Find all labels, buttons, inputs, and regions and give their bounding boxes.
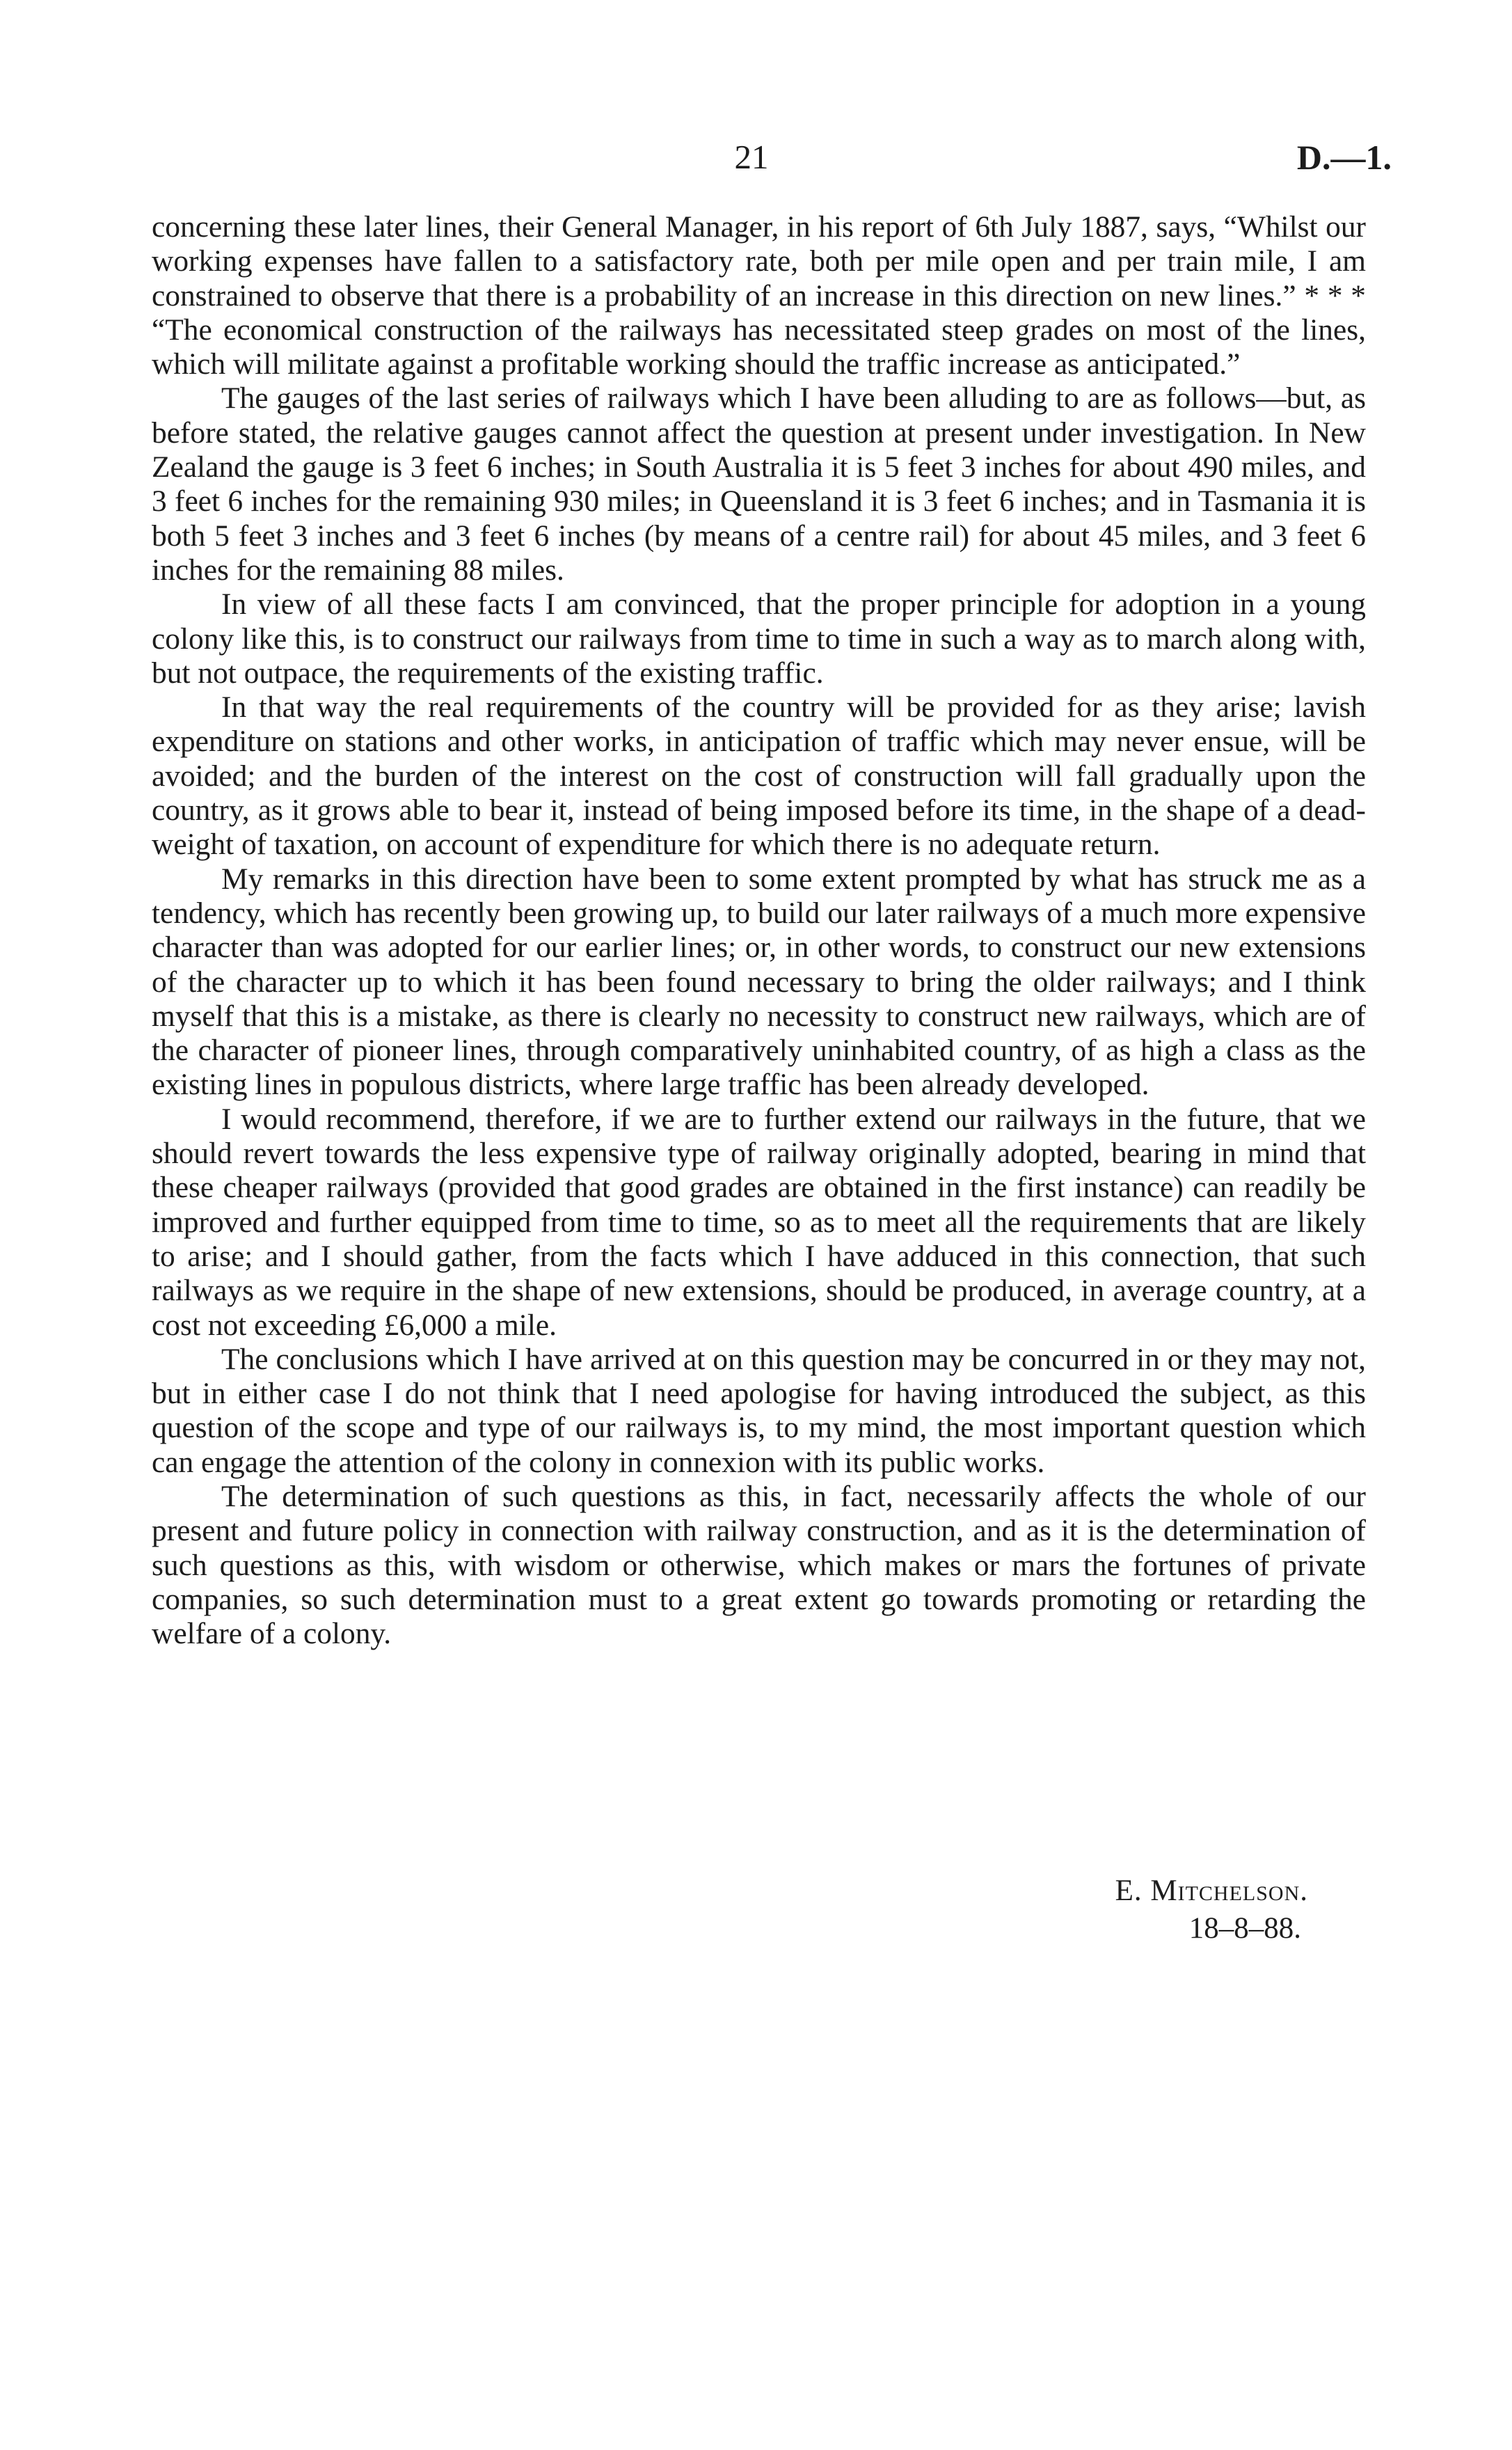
body-text — [152, 210, 1366, 1651]
signature-block — [905, 1872, 1308, 1947]
paragraph: In that way the real requirements of the country will be provided for as they arise; lavish expenditure on stations and other works, in anticipation of traffic which may never ensue, will be avoided; and the burden of the interest on the cost of construction will fall gradually upon the country, as it grows able to bear it, instead of being imposed before its time, in the shape of a dead-weight of taxation, on account of expenditure for which there is no adequate return. — [152, 690, 1366, 862]
paragraph: In view of all these facts I am convinced, that the proper principle for adoption in a young colony like this, is to construct our railways from time to time in such a way as to march along with, but not outpace, the requirements of the existing traffic. — [152, 587, 1366, 690]
document-reference: D.—1. — [1296, 138, 1392, 177]
paragraph: My remarks in this direction have been to some extent prompted by what has struck me as a tendency, which has recently been growing up, to build our later railways of a much more expensive character than was adopted for our earlier lines; or, in other words, to construct our new extensions of the character up to which it has been found necessary to bring the older railways; and I think myself that this is a mistake, as there is clearly no necessity to construct new railways, which are of the character of pioneer lines, through comparatively uninhabited country, of as high a class as the existing lines in populous districts, where large traffic has been already developed. — [152, 862, 1366, 1102]
paragraph: concerning these later lines, their General Manager, in his report of 6th July 1887, says, “Whilst our working expenses have fallen to a satisfactory rate, both per mile open and per train mile, I am constrained to observe that there is a probability of an increase in this direction on new lines.” * * * “The economical construction of the railways has necessitated steep grades on most of the lines, which will militate against a profitable working should the traffic increase as anticipated.” — [152, 210, 1366, 381]
signatory-name: E. Mitchelson. — [1115, 1874, 1308, 1907]
paragraph: The conclusions which I have arrived at on this question may be concurred in or they may not, but in either case I do not think that I need apologise for having introduced the subject, as this question of the scope and type of our railways is, to my mind, the most important question which can engage the attention of the colony in connexion with its public works. — [152, 1342, 1366, 1479]
paragraph: The gauges of the last series of railways which I have been alluding to are as follows—but, as before stated, the relative gauges cannot affect the question at present under investigation. In New Zealand the gauge is 3 feet 6 inches; in South Australia it is 5 feet 3 inches for about 490 miles, and 3 feet 6 inches for the remaining 930 miles; in Queensland it is 3 feet 6 inches; and in Tasmania it is both 5 feet 3 inches and 3 feet 6 inches (by means of a centre rail) for about 45 miles, and 3 feet 6 inches for the remaining 88 miles. — [152, 381, 1366, 587]
paragraph: The determination of such questions as this, in fact, necessarily affects the whole of our present and future policy in connection with railway construction, and as it is the determination of such questions as this, with wisdom or otherwise, which makes or mars the fortunes of private companies, so such determination must to a great extent go towards promoting or retarding the welfare of a colony. — [152, 1479, 1366, 1651]
paragraph: I would recommend, therefore, if we are to further extend our railways in the future, that we should revert towards the less expensive type of railway originally adopted, bearing in mind that these cheaper railways (provided that good grades are obtained in the first instance) can readily be improved and further equipped from time to time, so as to meet all the requirements that are likely to arise; and I should gather, from the facts which I have adduced in this connection, that such railways as we require in the shape of new extensions, should be produced, in average country, at a cost not exceeding £6,000 a mile. — [152, 1102, 1366, 1342]
page-number: 21 — [734, 138, 769, 176]
signature-date: 18–8–88. — [1188, 1912, 1301, 1945]
